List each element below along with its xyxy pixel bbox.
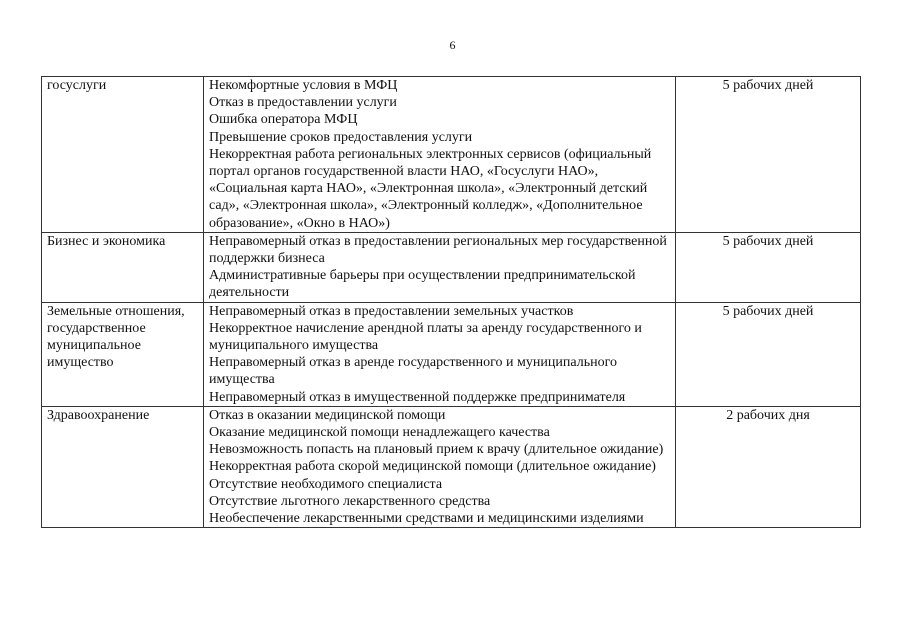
- table-row: [42, 77, 861, 233]
- table-row: [42, 232, 861, 302]
- category-cell: [42, 302, 204, 406]
- issue-item: Ошибка оператора МФЦ: [209, 112, 358, 128]
- category-label: Земельные отношения, государственное муниципальное имущество: [47, 303, 185, 371]
- category-cell: [42, 406, 204, 527]
- category-label: Здравоохранение: [47, 407, 150, 423]
- term-label: 5 рабочих дней: [722, 233, 814, 249]
- term-label: 2 рабочих дня: [726, 407, 810, 423]
- issue-item: Необеспечение лекарственными средствами и медицинскими изделиями: [209, 511, 644, 527]
- term-cell: [676, 232, 861, 302]
- issue-item: Неправомерный отказ в аренде государственного и муниципального имущества: [209, 355, 617, 388]
- issues-cell: [204, 232, 676, 302]
- category-cell: [42, 232, 204, 302]
- category-label: госуслуги: [47, 78, 107, 93]
- issue-item: Неправомерный отказ в предоставлении земельных участков: [209, 303, 574, 319]
- issues-cell: [204, 77, 676, 233]
- issue-item: Неправомерный отказ в имущественной поддержке предпринимателя: [209, 389, 626, 405]
- issue-item: Отказ в предоставлении услуги: [209, 95, 397, 111]
- issue-item: Административные барьеры при осуществлении предпринимательской деятельности: [209, 268, 636, 301]
- issues-cell: [204, 302, 676, 406]
- issue-item: Некомфортные условия в МФЦ: [209, 78, 398, 93]
- appeals-table: [41, 76, 861, 528]
- term-label: 5 рабочих дней: [722, 303, 814, 319]
- issue-item: Некорректное начисление арендной платы за аренду государственного и муниципального имущества: [209, 320, 642, 354]
- issues-cell: [204, 406, 676, 527]
- issue-item: Некорректная работа региональных электронных сервисов (официальный портал органов государственной власти НАО, «Госуслуги НАО», «Социальная карта НАО», «Электронная школа», «Электронный детский сад», «Электронная школа», «Электронный колледж», «Дополнительное образование», «Окно в НАО»): [209, 146, 652, 231]
- issue-item: Превышение сроков предоставления услуги: [209, 129, 473, 145]
- term-label: 5 рабочих дней: [722, 78, 814, 93]
- issue-item: Отказ в оказании медицинской помощи: [209, 407, 446, 423]
- page-number: 6: [449, 38, 456, 52]
- term-cell: [676, 77, 861, 233]
- issue-item: Невозможность попасть на плановый прием к врачу (длительное ожидание): [209, 442, 664, 458]
- category-label: Бизнес и экономика: [47, 233, 166, 249]
- term-cell: [676, 302, 861, 406]
- term-cell: [676, 406, 861, 527]
- table-row: [42, 302, 861, 406]
- issue-item: Отсутствие необходимого специалиста: [209, 476, 443, 492]
- issue-item: Некорректная работа скорой медицинской помощи (длительное ожидание): [209, 459, 656, 475]
- issue-item: Отсутствие льготного лекарственного средства: [209, 493, 491, 509]
- issue-item: Неправомерный отказ в предоставлении региональных мер государственной поддержки бизнеса: [209, 233, 667, 267]
- category-cell: [42, 77, 204, 233]
- issue-item: Оказание медицинской помощи ненадлежащего качества: [209, 425, 550, 441]
- table-row: [42, 406, 861, 527]
